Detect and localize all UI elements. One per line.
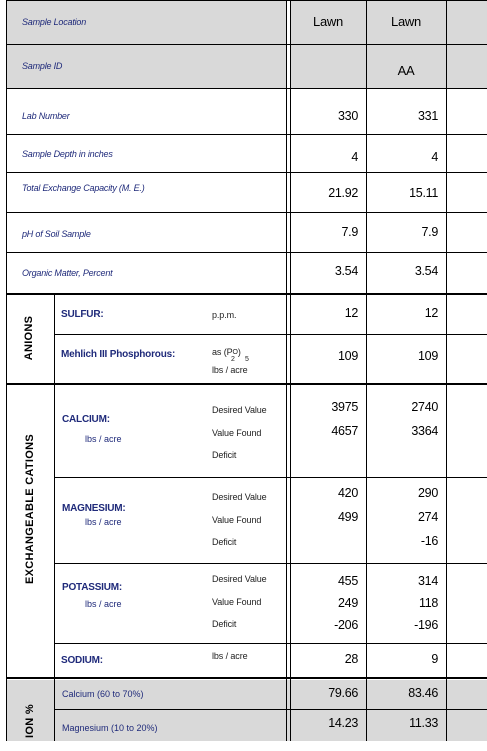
calcium-found-col1: 4657 [331,424,358,438]
magnesium-desired-col2: 290 [418,486,438,500]
depth-col1: 4 [351,150,358,164]
divider-double-a [286,0,287,741]
sat-calcium-col2: 83.46 [408,686,438,700]
cations-section-label: EXCHANGEABLE CATIONS [24,433,36,585]
phosphorous-col2: 109 [418,349,438,363]
phosphorous-unit-line2: lbs / acre [212,365,248,375]
sample-id-label: Sample ID [22,61,63,71]
phosphorous-sub-5: 5 [245,356,249,363]
lab-number-label: Lab Number [22,111,70,121]
potassium-found-col1: 249 [338,596,358,610]
sat-magnesium-col2: 11.33 [409,716,438,730]
row-line [6,88,487,89]
anions-section-label: ANIONS [23,315,35,361]
phosphorous-col1: 109 [338,349,358,363]
sample-location-label: Sample Location [22,17,87,27]
col1-location: Lawn [313,14,343,29]
potassium-deficit-label: Deficit [212,619,237,629]
calcium-deficit-label: Deficit [212,450,237,460]
lab-number-col1: 330 [338,109,358,123]
row-line [54,563,487,564]
magnesium-desired-col1: 420 [338,486,358,500]
phosphorous-unit-as: as (P [212,347,233,357]
magnesium-deficit-label: Deficit [212,537,237,547]
magnesium-found-label: Value Found [212,515,262,525]
sulfur-col2: 12 [424,306,438,320]
row-line-thick [6,677,487,679]
sulfur-name: SULFUR: [61,309,104,320]
magnesium-found-col2: 274 [418,510,438,524]
ph-label: pH of Soil Sample [22,229,91,239]
potassium-found-col2: 118 [418,596,438,610]
sat-calcium-col1: 79.66 [328,686,358,700]
phosphorous-sub-2: 2 [231,356,235,363]
col-divider-2 [446,0,447,741]
phosphorous-name: Mehlich III Phosphorous: [61,349,176,360]
saturation-section-label: ION % [24,704,36,738]
depth-col2: 4 [431,150,438,164]
potassium-deficit-col1: -206 [334,618,358,632]
lab-number-col2: 331 [418,109,438,123]
sat-calcium-label: Calcium (60 to 70%) [62,689,144,699]
potassium-found-label: Value Found [212,597,262,607]
calcium-desired-col1: 3975 [331,400,358,414]
tec-label: Total Exchange Capacity (M. E.) [22,183,145,193]
row-line [6,44,487,45]
row-line [6,212,487,213]
calcium-unit: lbs / acre [85,434,122,444]
sodium-col1: 28 [344,652,358,666]
sulfur-unit: p.p.m. [212,310,237,320]
phosphorous-unit-close: ) [237,347,241,357]
calcium-found-label: Value Found [212,428,262,438]
col-divider-1 [366,0,367,741]
calcium-desired-label: Desired Value [212,405,267,415]
row-line-thick [6,383,487,385]
magnesium-found-col1: 499 [338,510,358,524]
tec-col2: 15.11 [409,186,438,200]
sat-magnesium-label: Magnesium (10 to 20%) [62,723,158,733]
section-label-divider [54,294,55,741]
row-line [6,0,487,1]
magnesium-name: MAGNESIUM: [62,503,126,514]
sodium-name: SODIUM: [61,655,103,666]
row-line [6,252,487,253]
sodium-unit: lbs / acre [212,651,248,661]
om-col2: 3.54 [414,264,438,278]
magnesium-desired-label: Desired Value [212,492,267,502]
sat-magnesium-col1: 14.23 [328,716,358,730]
row-line [54,709,487,710]
potassium-unit: lbs / acre [85,599,122,609]
phosphorous-unit [212,347,282,381]
divider-double-b [290,0,291,741]
sulfur-col1: 12 [344,306,358,320]
col2-id: AA [397,63,415,78]
row-line [6,172,487,173]
row-line [6,134,487,135]
calcium-name: CALCIUM: [62,414,110,425]
left-border [6,0,7,741]
potassium-desired-label: Desired Value [212,574,267,584]
potassium-desired-col2: 314 [418,574,438,588]
row-line [54,477,487,478]
ph-col2: 7.9 [421,225,438,239]
calcium-desired-col2: 2740 [411,400,438,414]
row-line-thick [6,293,487,295]
phosphorous-unit-o: O [232,349,238,356]
ph-col1: 7.9 [341,225,358,239]
tec-col1: 21.92 [328,186,358,200]
depth-label: Sample Depth in inches [22,149,113,159]
om-label: Organic Matter, Percent [22,268,113,278]
row-line [54,643,487,644]
magnesium-unit: lbs / acre [85,517,122,527]
row-line [54,334,487,335]
om-col1: 3.54 [334,264,358,278]
potassium-deficit-col2: -196 [414,618,438,632]
calcium-found-col2: 3364 [411,424,438,438]
potassium-name: POTASSIUM: [62,582,123,593]
magnesium-deficit-col2: -16 [420,534,438,548]
col2-location: Lawn [391,14,421,29]
potassium-desired-col1: 455 [338,574,358,588]
sodium-col2: 9 [431,652,438,666]
